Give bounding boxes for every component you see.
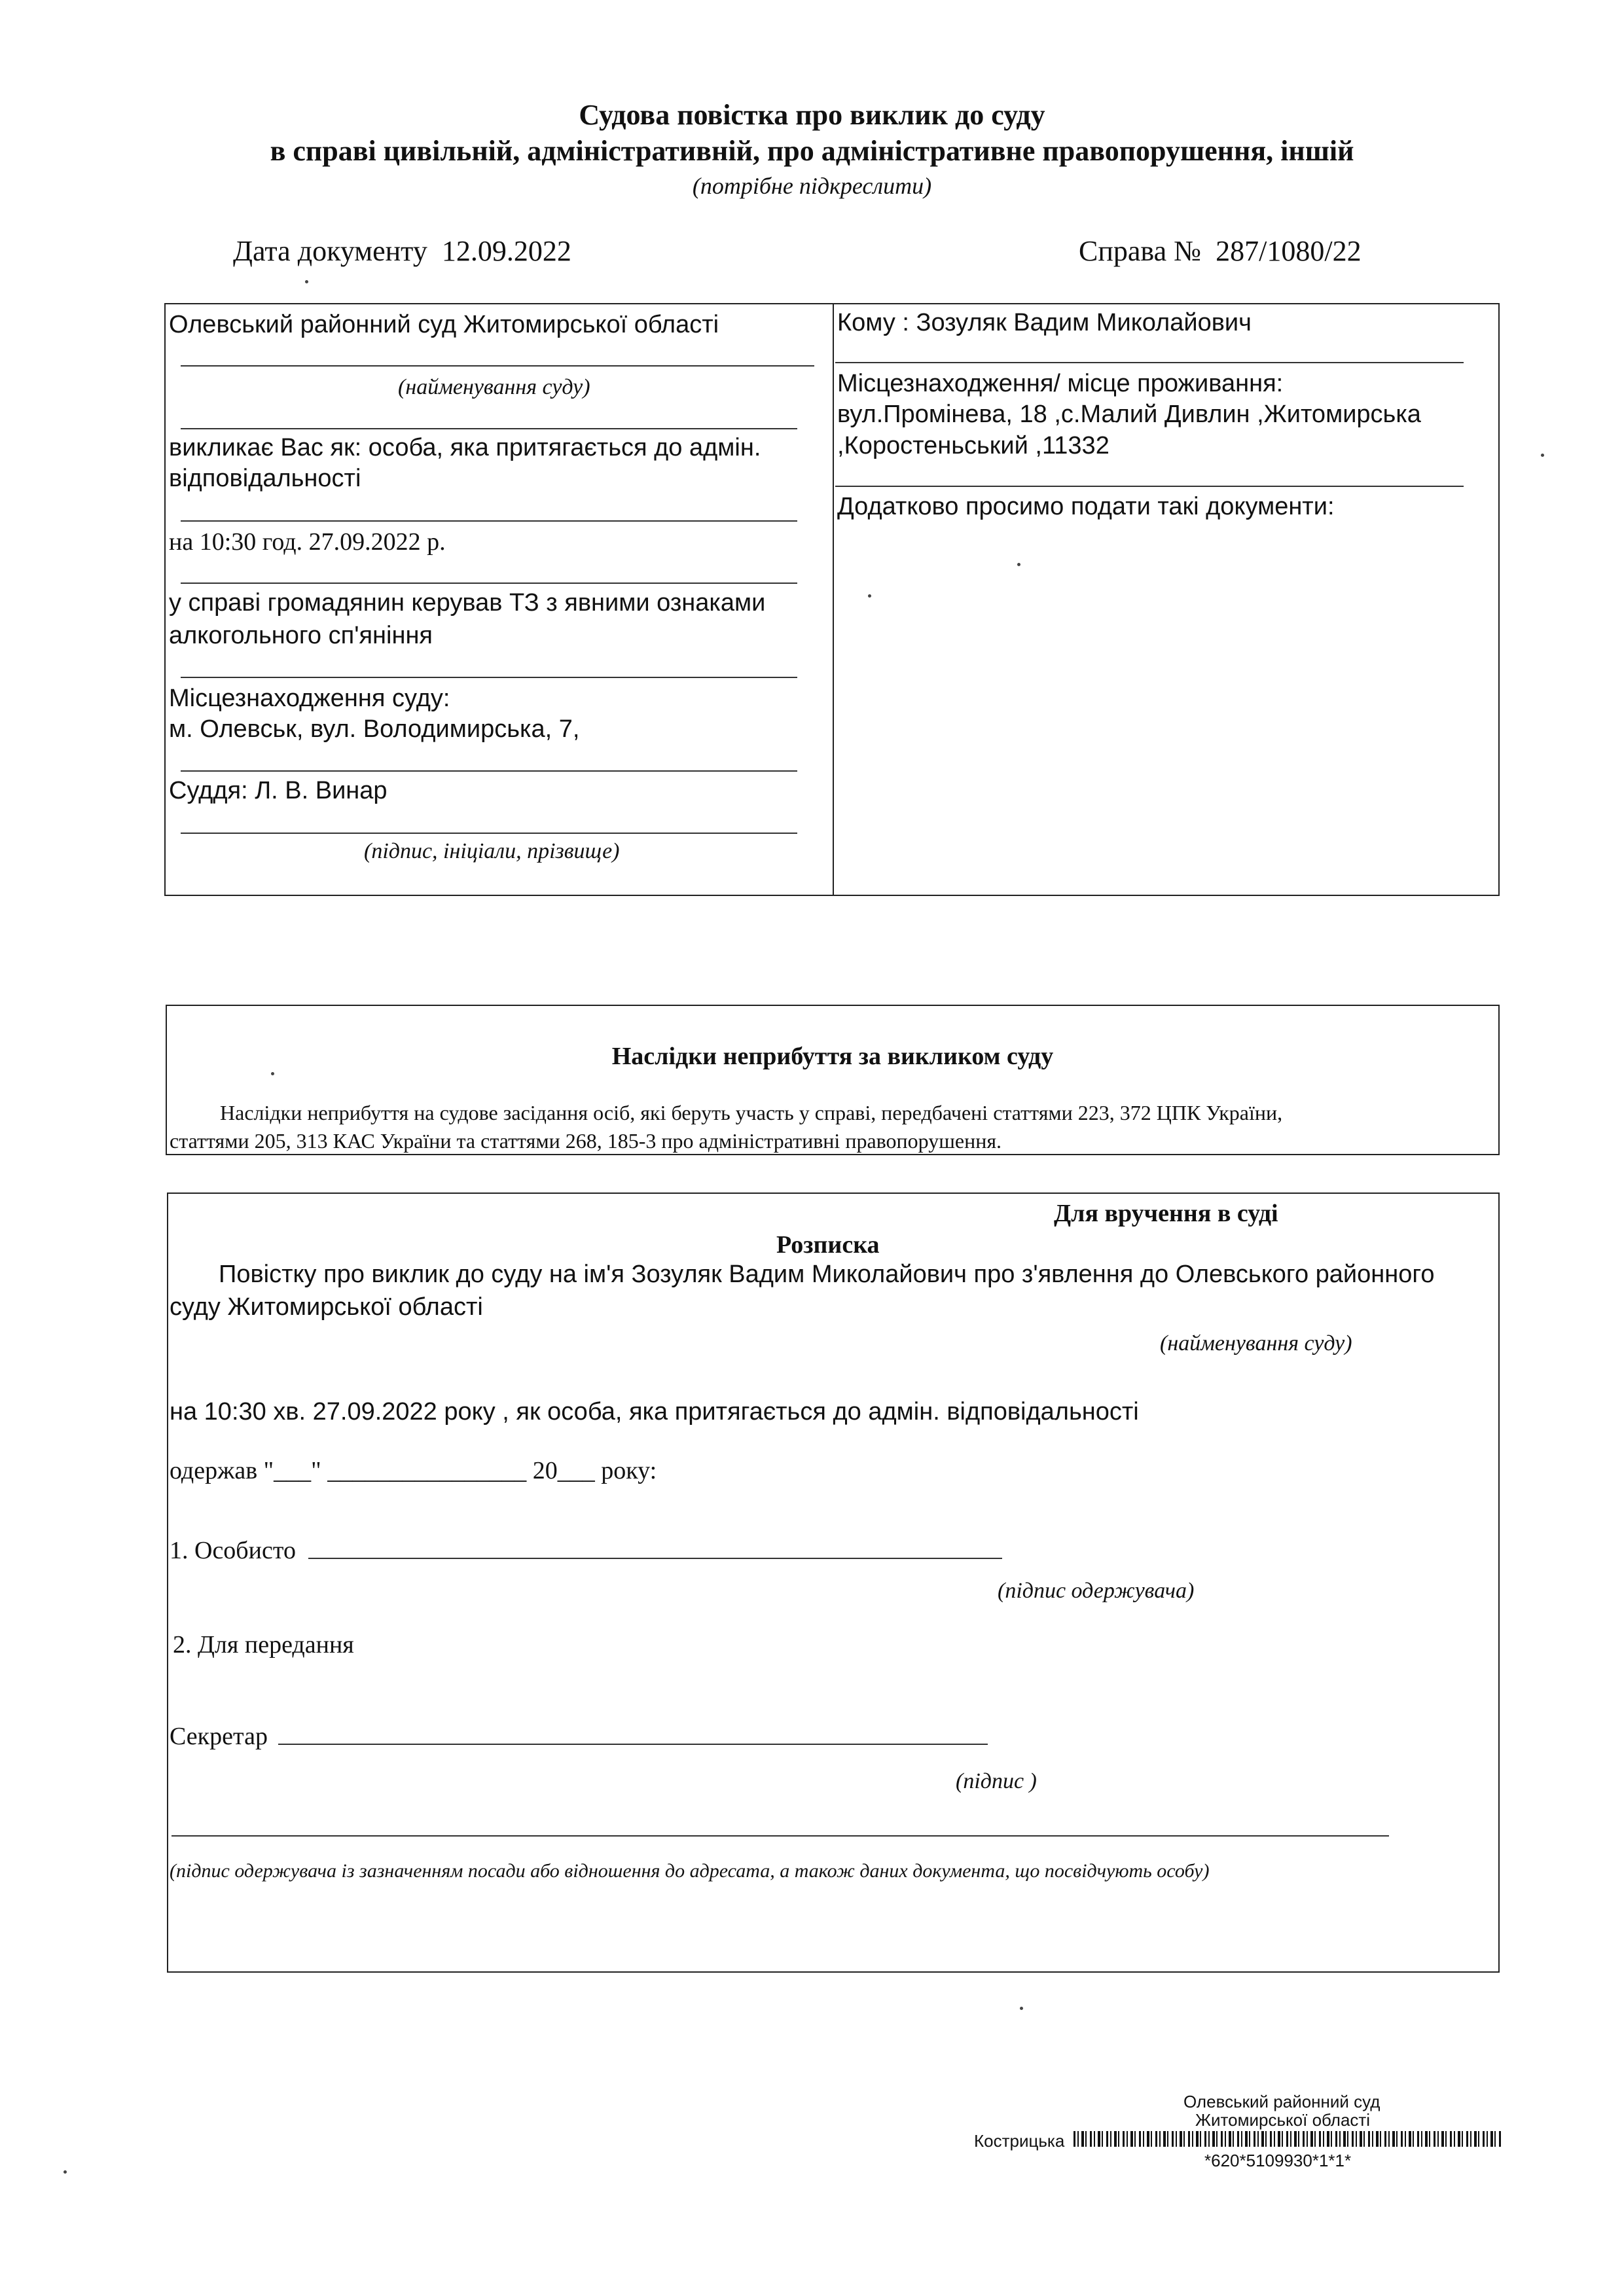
separator xyxy=(835,362,1464,363)
stamp-court-line2: Житомирської області xyxy=(1195,2110,1371,2130)
separator xyxy=(835,486,1464,487)
underline-hint: (потрібне підкреслити) xyxy=(692,173,932,199)
case-subject-line2: алкогольного сп'яніння xyxy=(169,622,433,649)
scan-speck xyxy=(305,280,308,283)
case-value: 287/1080/22 xyxy=(1216,235,1362,267)
court-name: Олевський районний суд Житомирської області xyxy=(169,311,719,338)
calls-as-line1: викликає Вас як: особа, яка притягається до адмін. xyxy=(169,434,761,461)
personally-label: 1. Особисто xyxy=(170,1537,296,1564)
scan-speck xyxy=(1017,563,1020,566)
scan-speck xyxy=(1541,454,1544,457)
scan-speck xyxy=(271,1072,274,1075)
receipt-text-line2: суду Житомирської області xyxy=(170,1293,483,1321)
separator xyxy=(181,428,797,429)
receipt-text-line1: Повістку про виклик до суду на ім'я Зозуляк Вадим Миколайович про з'явлення до Олевського районного xyxy=(219,1261,1435,1288)
personally-signature-line xyxy=(308,1558,1002,1559)
separator xyxy=(181,520,797,522)
barcode-code: *620*5109930*1*1* xyxy=(1204,2151,1352,2170)
receipt-court-hint: (найменування суду) xyxy=(1160,1331,1352,1355)
consequences-text-line1: Наслідки неприбуття на судове засідання осіб, які беруть участь у справі, передбачені статтями 223, 372 ЦПК України, xyxy=(220,1101,1283,1124)
recipient-signature-hint: (підпис одержувача) xyxy=(998,1579,1195,1603)
address-label: Місцезнаходження/ місце проживання: xyxy=(837,370,1284,397)
court-name-line xyxy=(181,365,814,367)
for-transfer-label: 2. Для передання xyxy=(173,1631,354,1659)
recipient: Кому : Зозуляк Вадим Миколайович xyxy=(837,309,1252,336)
scan-speck xyxy=(1020,2007,1023,2010)
secretary-signature-line xyxy=(278,1744,988,1745)
secretary-signature-hint: (підпис ) xyxy=(956,1769,1037,1793)
summons-time: на 10:30 год. 27.09.2022 р. xyxy=(169,528,446,556)
separator xyxy=(181,583,797,584)
extra-documents: Додатково просимо подати такі документи: xyxy=(837,493,1335,520)
date-label: Дата документу xyxy=(233,235,427,267)
recipient-details-hint: (підпис одержувача із зазначенням посади або відношення до адресата, а також даних документа, що посвідчують особу) xyxy=(170,1860,1210,1882)
judge: Суддя: Л. В. Винар xyxy=(169,777,388,804)
case-label: Справа № xyxy=(1079,235,1202,267)
summons-divider xyxy=(833,303,834,896)
signature-hint: (підпис, ініціали, прізвище) xyxy=(364,839,620,863)
for-court-label: Для вручення в суді xyxy=(1054,1200,1278,1227)
separator xyxy=(181,770,797,772)
stamp-court-line1: Олевський районний суд xyxy=(1183,2092,1380,2111)
consequences-text-line2: статтями 205, 313 КАС України та статтями 268, 185-3 про адміністративні правопорушення. xyxy=(170,1129,1002,1153)
case-subject-line1: у справі громадянин керував ТЗ з явними ознаками xyxy=(169,589,766,617)
clerk-name: Кострицька xyxy=(974,2131,1065,2151)
document-title: Судова повістка про виклик до суду xyxy=(579,99,1045,131)
received-line: одержав "___" ________________ 20___ року: xyxy=(170,1457,657,1484)
scan-speck xyxy=(868,594,871,598)
separator xyxy=(181,677,797,678)
receipt-time-line: на 10:30 хв. 27.09.2022 року , як особа, яка притягається до адмін. відповідальності xyxy=(170,1398,1139,1426)
court-location-value: м. Олевськ, вул. Володимирська, 7, xyxy=(169,715,580,743)
consequences-title: Наслідки неприбуття за викликом суду xyxy=(611,1043,1054,1070)
barcode xyxy=(1074,2131,1502,2147)
calls-as-line2: відповідальності xyxy=(169,465,361,492)
receipt-title: Розписка xyxy=(776,1231,880,1259)
signature-line xyxy=(181,833,797,834)
case-number xyxy=(1079,234,1362,268)
date-value: 12.09.2022 xyxy=(441,235,571,267)
scan-speck xyxy=(63,2170,67,2174)
recipient-details-line xyxy=(171,1835,1389,1837)
secretary-label: Секретар xyxy=(170,1723,268,1750)
court-name-hint: (найменування суду) xyxy=(398,375,590,399)
address-line2: ,Коростеньський ,11332 xyxy=(837,432,1110,459)
court-location-label: Місцезнаходження суду: xyxy=(169,685,450,712)
document-date xyxy=(233,234,571,268)
document-subtitle: в справі цивільній, адміністративній, про адміністративне правопорушення, іншій xyxy=(270,135,1354,167)
address-line1: вул.Промінева, 18 ,с.Малий Дивлин ,Житомирська xyxy=(837,401,1421,428)
